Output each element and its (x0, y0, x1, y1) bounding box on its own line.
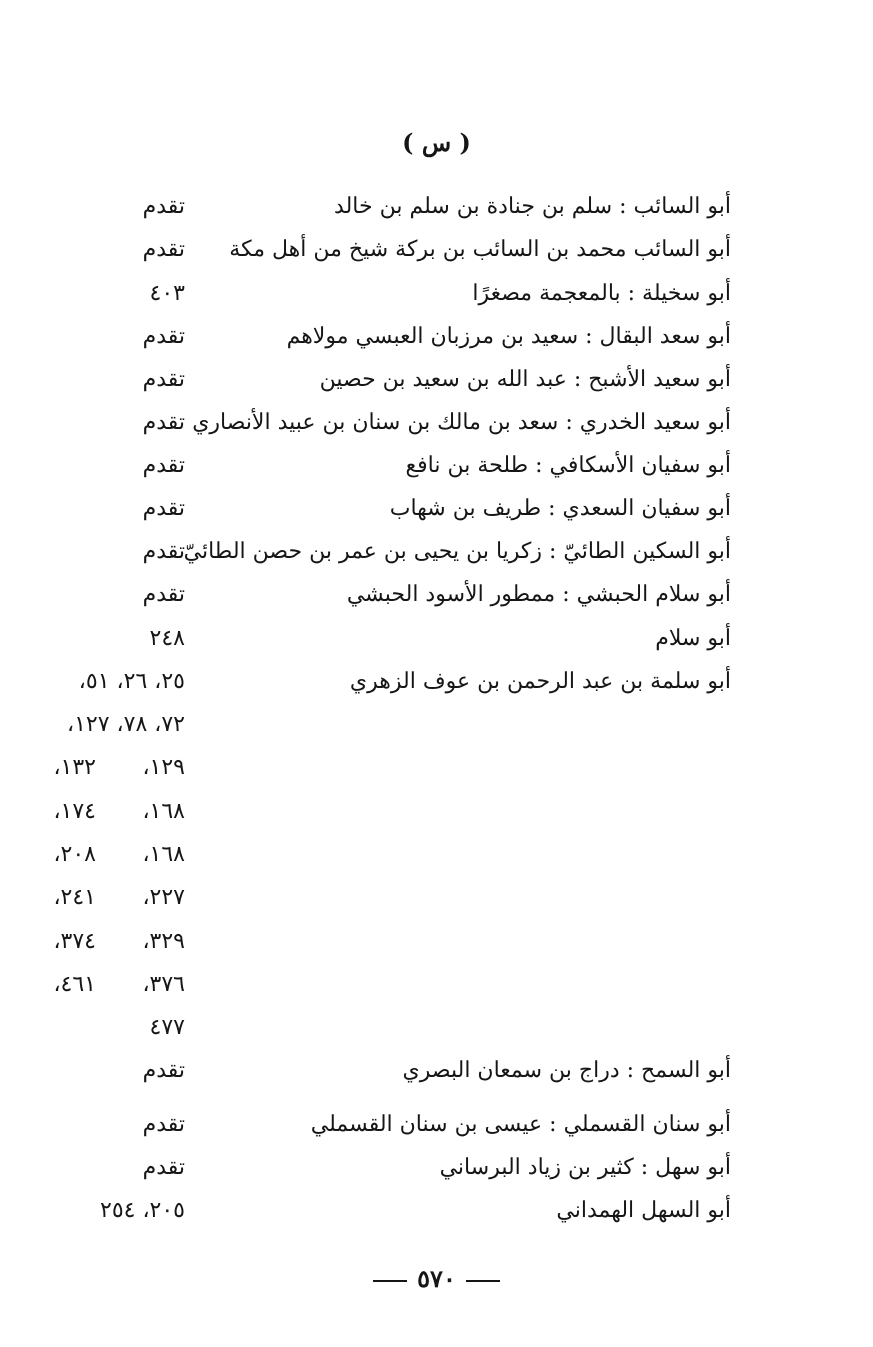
page-ref: ٢٠٨، (53, 842, 96, 867)
page-ref: ٣٧٦، (142, 972, 185, 997)
section-letter-heading: ( س ) (402, 128, 471, 157)
entry-name: أبو سهل : كثير بن زياد البرساني (439, 1155, 731, 1180)
entry-name: أبو سفيان الأسكافي : طلحة بن نافع (405, 453, 731, 478)
entry-name: أبو سعيد الأشبح : عبد الله بن سعيد بن حصين (319, 367, 731, 392)
entry-ref: تقدم (142, 1155, 185, 1180)
entry-ref: تقدم (142, 496, 185, 521)
entry-name: أبو سعد البقال : سعيد بن مرزبان العبسي مولاهم (286, 324, 731, 349)
entry-ref: تقدم (142, 453, 185, 478)
dash-left (373, 1280, 407, 1282)
page-ref: ٢٢٧، (142, 885, 185, 910)
entry-ref: ٢٠٥، ٢٥٤ (100, 1198, 185, 1223)
entry-ref: تقدم (142, 194, 185, 219)
page-ref: ٢٥، ٢٦، ٥١، (78, 669, 185, 694)
entry-name: أبو سلام (655, 626, 731, 651)
entry-name: أبو سفيان السعدي : طريف بن شهاب (389, 496, 731, 521)
page-number: ٥٧٠ (417, 1264, 456, 1293)
page-ref: ٣٢٩، (142, 929, 185, 954)
page-ref: ٤٧٧ (149, 1015, 185, 1040)
page-ref: ١٦٨، (142, 799, 185, 824)
entry-ref: تقدم (142, 324, 185, 349)
entry-name: أبو سخيلة : بالمعجمة مصغرًا (472, 281, 731, 306)
page-ref: ٣٧٤، (53, 929, 96, 954)
entry-ref: تقدم (142, 237, 185, 262)
page-ref: ١٦٨، (142, 842, 185, 867)
page-number-footer (0, 1262, 873, 1296)
page-ref: ١٣٢، (53, 755, 96, 780)
entry-ref: تقدم (142, 367, 185, 392)
entry-ref: تقدم (142, 1058, 185, 1083)
entry-ref: ٤٠٣ (149, 281, 185, 306)
entry-name: أبو السائب : سلم بن جنادة بن سلم بن خالد (334, 194, 731, 219)
entry-name: أبو سلمة بن عبد الرحمن بن عوف الزهري (349, 669, 731, 694)
page-ref: ١٢٩، (142, 755, 185, 780)
entry-name: أبو سعيد الخدري : سعد بن مالك بن سنان بن عبيد الأنصاري (192, 410, 731, 435)
entry-name: أبو سنان القسملي : عيسى بن سنان القسملي (310, 1112, 731, 1137)
entry-ref: ٢٤٨ (149, 626, 185, 651)
entry-name: أبو سلام الحبشي : ممطور الأسود الحبشي (346, 582, 731, 607)
page-ref: ٢٤١، (53, 885, 96, 910)
entry-ref: تقدم (142, 539, 185, 564)
page-ref: ٤٦١، (53, 972, 96, 997)
entry-name: أبو السمح : دراج بن سمعان البصري (402, 1058, 731, 1083)
page-ref: ١٧٤، (53, 799, 96, 824)
entry-ref: تقدم (142, 410, 185, 435)
entry-ref: تقدم (142, 1112, 185, 1137)
entry-name: أبو السكين الطائيّ : زكريا بن يحيى بن عمر بن حصن الطائيّ (183, 539, 731, 564)
dash-right (466, 1280, 500, 1282)
page-ref: ٧٢، ٧٨، ١٢٧، (66, 712, 185, 737)
entry-name: أبو السهل الهمداني (556, 1198, 731, 1223)
entry-name: أبو السائب محمد بن السائب بن بركة شيخ من أهل مكة (229, 237, 731, 262)
entry-ref: تقدم (142, 582, 185, 607)
